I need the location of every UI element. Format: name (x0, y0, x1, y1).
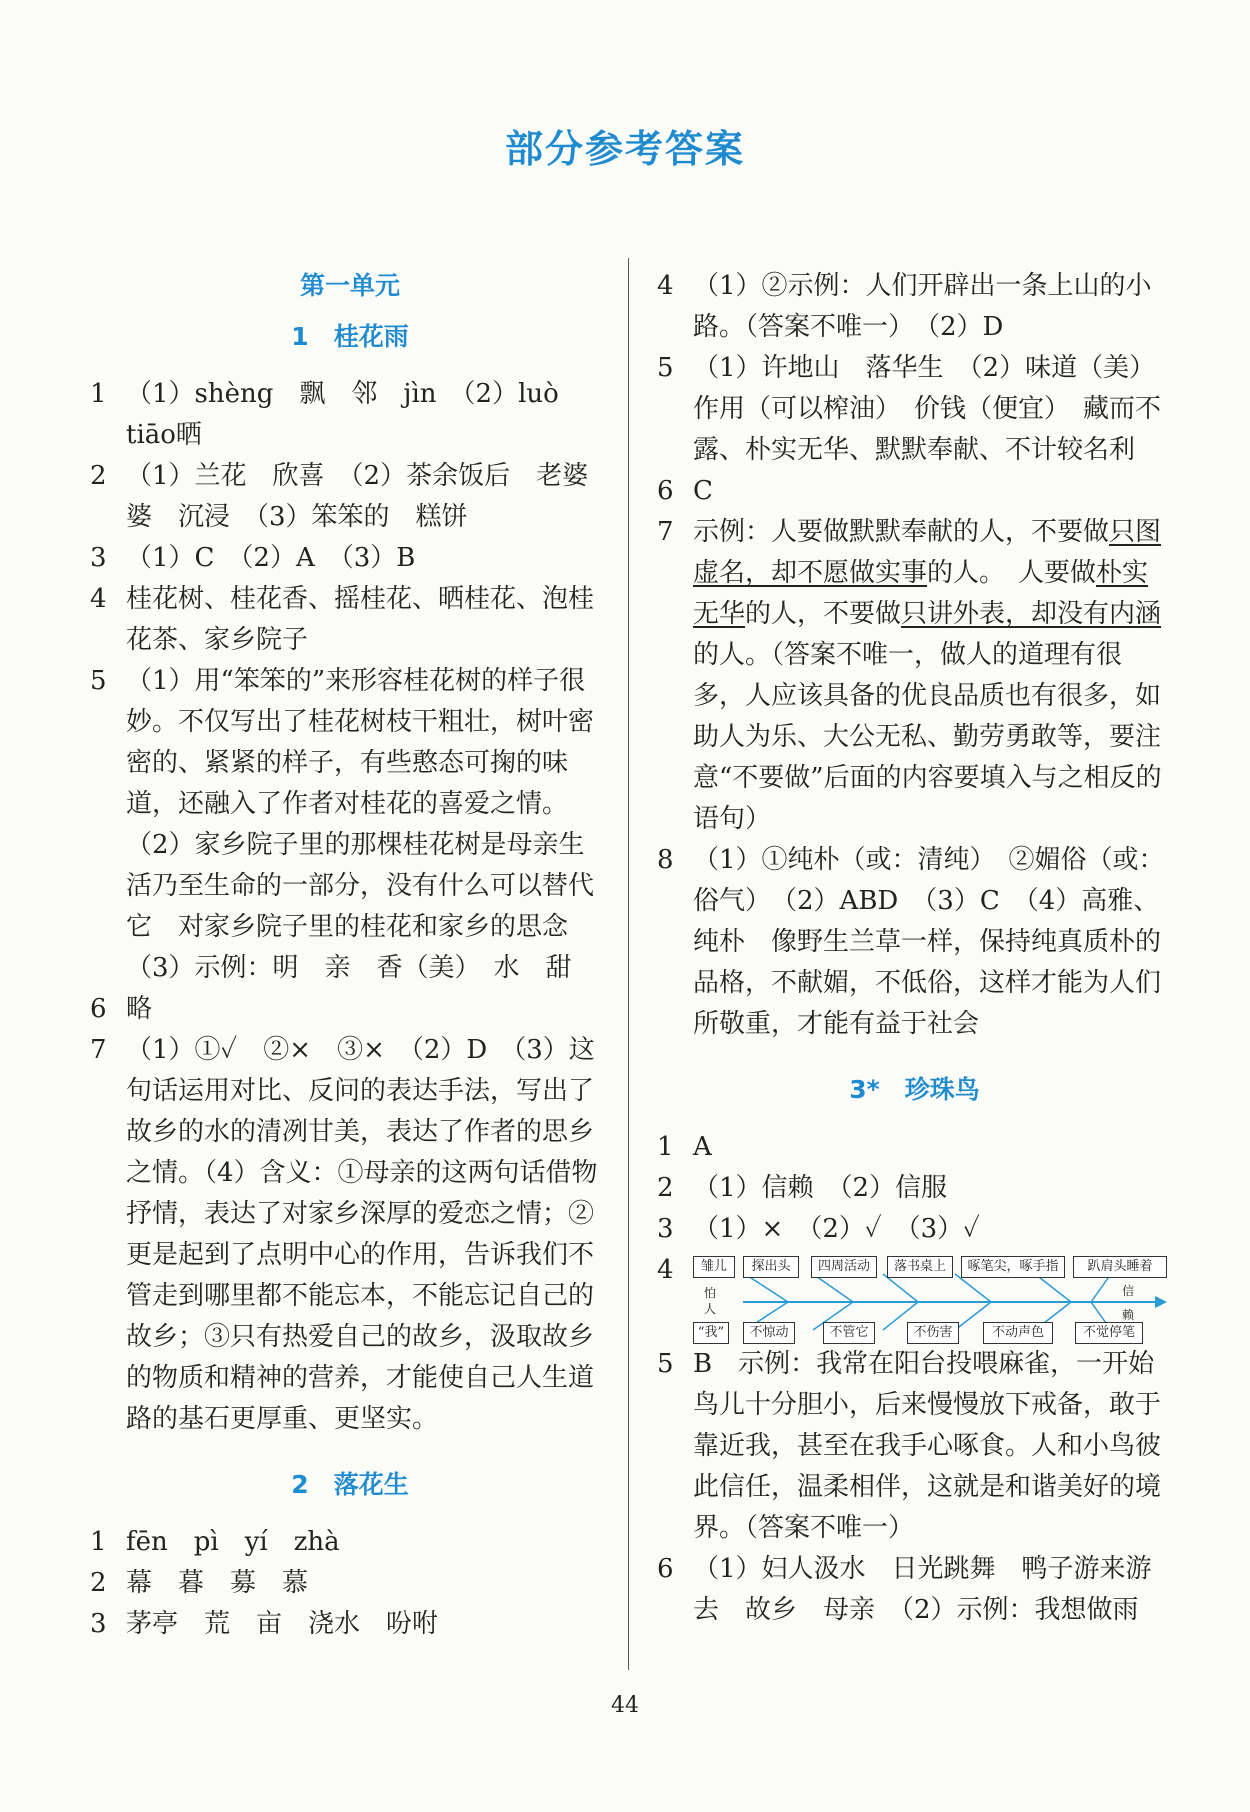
answer-item (657, 471, 1172, 512)
item-number: 5 (657, 353, 674, 383)
page-number: 44 (611, 1693, 639, 1718)
item-number: 7 (90, 1035, 107, 1065)
item-text: （1）shèng 飘 邻 jìn （2）luò tiāo晒 (126, 379, 585, 450)
underlined-phrase: 只图虚名，却不愿做实事 (693, 517, 1162, 588)
item-number: 1 (90, 1527, 107, 1557)
item-number: 1 (90, 379, 107, 409)
lesson-title-2: 2 落花生 (291, 1470, 409, 1499)
item-number: 6 (90, 994, 107, 1024)
item-text: C (693, 476, 713, 506)
diagram-box-bottom: 不觉停笔 (1075, 1322, 1143, 1344)
diagram-box-bottom: 不惊动 (743, 1322, 795, 1344)
item-number: 5 (90, 666, 107, 696)
item-number: 5 (657, 1349, 674, 1379)
item-text: （1）兰花 欣喜 （2）茶余饭后 老婆婆 沉浸 （3）笨笨的 糕饼 (126, 461, 589, 532)
diagram-box-top: 落书桌上 (887, 1256, 953, 1278)
diagram-box-top: 趴肩头睡着 (1073, 1256, 1167, 1278)
item-text: （1）× （2）✓ （3）✓ (693, 1214, 980, 1244)
item-text: （1）妇人汲水 日光跳舞 鸭子游来游去 故乡 母亲 （2）示例：我想做雨 (693, 1554, 1152, 1625)
unit-title: 第一单元 (299, 271, 400, 300)
diagram-box-top: 啄笔尖，啄手指 (961, 1256, 1065, 1278)
text-segment: 的人。（答案不唯一，做人的道理有很多，人应该具备的优良品质也有很多，如助人为乐、大公无私、勤劳勇敢等，要注意“不要做”后面的内容要填入与之相反的语句） (693, 640, 1162, 834)
answer-item (90, 948, 610, 989)
answer-item (657, 348, 1172, 471)
item-text: （1）用“笨笨的”来形容桂花树的样子很妙。不仅写出了桂花树枝干粗壮，树叶密密的、紧紧的样子，有些憨态可掬的味道，还融入了作者对桂花的喜爱之情。 (126, 666, 595, 819)
item-number: 4 (657, 271, 674, 301)
item-text: 茅亭 荒 亩 浇水 吩咐 (126, 1609, 439, 1639)
answer-item (90, 1522, 610, 1563)
answer-item (90, 579, 610, 661)
answer-item (657, 840, 1172, 1045)
item-number: 2 (90, 1568, 107, 1598)
answer-item (90, 1030, 610, 1440)
answer-item (90, 538, 610, 579)
answer-item (657, 1344, 1172, 1549)
item-text: （1）①✓ ②× ③× （2）D （3）这句话运用对比、反问的表达手法，写出了故乡的水的清冽甘美，表达了作者的思乡之情。（4）含义：①母亲的这两句话借物抒情，表达了对家乡深厚的爱恋之情；②更是起到了点明中心的作用，告诉我们不管走到哪里都不能忘本，不能忘记自己的故乡；③只有热爱自己的故乡，汲取故乡的物质和精神的营养，才能使自己人生道路的基石更厚重、更坚实。 (126, 1035, 598, 1434)
item-text: （1）C （2）A （3）B (126, 543, 416, 573)
answer-item (657, 1549, 1172, 1631)
answer-item (657, 1127, 1172, 1168)
answer-item (657, 1250, 1172, 1344)
diagram-box-top: 雏儿 (693, 1256, 735, 1278)
item-number: 2 (90, 461, 107, 491)
left-column (90, 262, 610, 1645)
text-segment: 的人。 人要做 (927, 558, 1097, 588)
diagram-right-label: 信 (1121, 1284, 1134, 1298)
item-number: 1 (657, 1132, 674, 1162)
answer-item (90, 989, 610, 1030)
diagram-box-top: 四周活动 (811, 1256, 877, 1278)
item-text: （1）①纯朴（或：清纯） ②媚俗（或：俗气） （2）ABD （3）C （4）高雅、纯朴 像野生兰草一样，保持纯真质朴的品格，不献媚，不低俗，这样才能为人们所敬重，才能有益于社会 (693, 845, 1165, 1039)
item-number: 3 (90, 1609, 107, 1639)
item-text: A (693, 1132, 712, 1162)
item-text: （1）信赖 （2）信服 (693, 1173, 948, 1203)
text-segment: 示例：人要做默默奉献的人，不要做 (693, 517, 1110, 547)
item-text: 桂花树、桂花香、摇桂花、晒桂花、泡桂花茶、家乡院子 (126, 584, 595, 655)
diagram-left-label: 怕 (703, 1286, 716, 1300)
underlined-phrase: 只讲外表，却没有内涵 (901, 599, 1162, 629)
answer-item (90, 456, 610, 538)
answer-item (90, 825, 610, 948)
column-divider (628, 258, 629, 1670)
diagram-box-bottom: 不伤害 (907, 1322, 959, 1344)
diagram-left-label: 人 (703, 1302, 716, 1316)
diagram-box-top: 探出头 (743, 1256, 799, 1278)
answer-item (90, 374, 610, 456)
answer-item (657, 266, 1172, 348)
item-text: （1）许地山 落华生 （2）味道（美） 作用（可以榨油） 价钱（便宜） 藏而不露、朴实无华、默默奉献、不计较名利 (693, 353, 1169, 465)
answer-item (657, 1168, 1172, 1209)
item-number: 3 (90, 543, 107, 573)
diagram-box-bottom: 不管它 (823, 1322, 875, 1344)
lesson-title-3: 3* 珍珠鸟 (849, 1075, 980, 1104)
item-number: 6 (657, 476, 674, 506)
answer-item (657, 512, 1172, 840)
lesson-title-1: 1 桂花雨 (291, 322, 409, 351)
item-number (90, 948, 126, 989)
item-number: 4 (657, 1255, 674, 1285)
item-number: 8 (657, 845, 674, 875)
item-text: （2）家乡院子里的那棵桂花树是母亲生活乃至生命的一部分，没有什么可以替代它 对家乡院子里的桂花和家乡的思念 (126, 830, 595, 942)
item-text: 幕 暮 募 慕 (126, 1568, 309, 1598)
underlined-phrase: 朴实无华 (693, 558, 1149, 629)
item-number: 4 (90, 584, 107, 614)
answer-item (90, 1563, 610, 1604)
answer-item (657, 1209, 1172, 1250)
item-text: （3）示例：明 亲 香（美） 水 甜 (126, 953, 572, 983)
fishbone-diagram (693, 1254, 1172, 1344)
item-number: 6 (657, 1554, 674, 1584)
diagram-box-bottom: 不动声色 (983, 1322, 1053, 1344)
page-title: 部分参考答案 (504, 127, 745, 171)
item-text: （1）②示例：人们开辟出一条上山的小路。（答案不唯一） （2）D (693, 271, 1152, 342)
item-text: 略 (126, 994, 153, 1024)
answer-item (90, 1604, 610, 1645)
text-segment: 的人，不要做 (745, 599, 902, 629)
item-number: 3 (657, 1214, 674, 1244)
item-text (693, 512, 1172, 840)
item-number (90, 825, 126, 948)
item-text: fēn pì yí zhà (126, 1527, 340, 1557)
item-number: 7 (657, 517, 674, 547)
right-column (657, 266, 1172, 1631)
diagram-box-bottom: “我” (693, 1322, 729, 1344)
item-text: B 示例：我常在阳台投喂麻雀，一开始鸟儿十分胆小，后来慢慢放下戒备，敢于靠近我，甚至在我手心啄食。人和小鸟彼此信任，温柔相伴，这就是和谐美好的境界。（答案不唯一） (693, 1349, 1162, 1543)
diagram-right-label: 赖 (1121, 1308, 1134, 1322)
item-number: 2 (657, 1173, 674, 1203)
answer-item (90, 661, 610, 825)
